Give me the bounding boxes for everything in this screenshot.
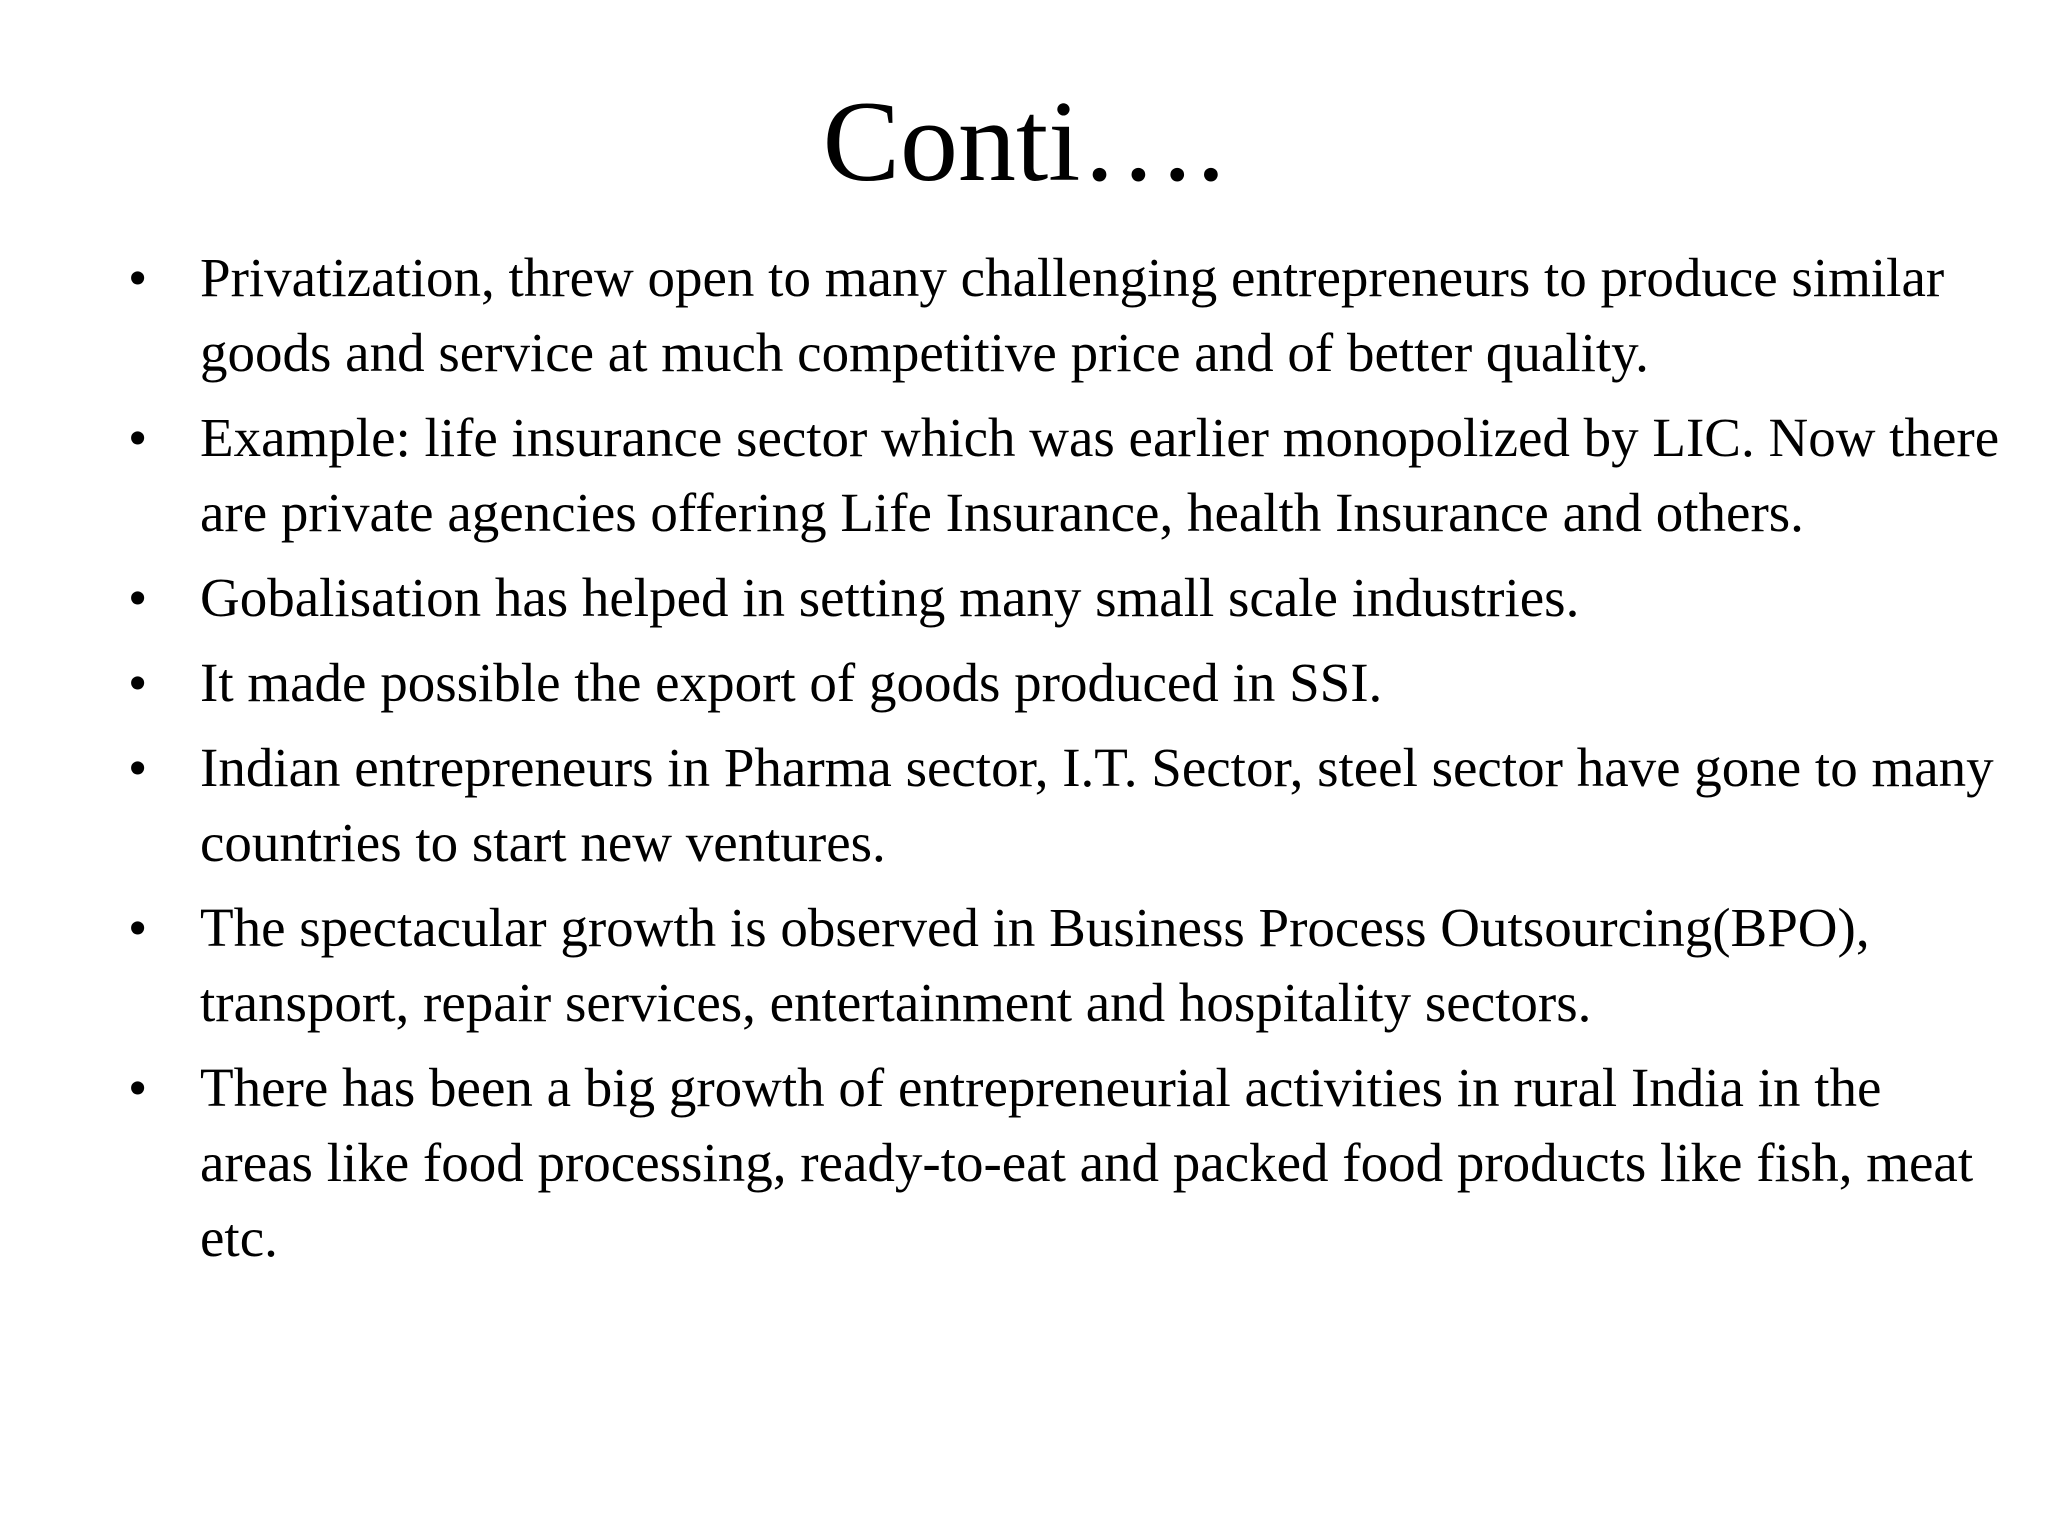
- bullet-item: [128, 890, 2008, 1040]
- bullet-text: Privatization, threw open to many challenging entrepreneurs to produce similar goods and service at much competitive price and of better quality.: [200, 247, 1945, 383]
- bullet-text: Gobalisation has helped in setting many small scale industries.: [200, 567, 1580, 628]
- bullet-text: Example: life insurance sector which was earlier monopolized by LIC. Now there are private agencies offering Life Insurance, health Insurance and others.: [200, 407, 2000, 543]
- bullet-item: [128, 240, 2008, 390]
- bullet-text: Indian entrepreneurs in Pharma sector, I.T. Sector, steel sector have gone to many countries to start new ventures.: [200, 737, 1994, 873]
- slide-title: Conti….: [822, 78, 1226, 206]
- bullet-text: It made possible the export of goods produced in SSI.: [200, 652, 1383, 713]
- bullet-item: [128, 400, 2008, 550]
- bullet-item: [128, 645, 2008, 720]
- bullet-list: [128, 240, 2008, 1285]
- bullet-icon: •: [128, 407, 148, 468]
- bullet-text: The spectacular growth is observed in Business Process Outsourcing(BPO), transport, repair services, entertainment and hospitality sectors.: [200, 897, 1870, 1033]
- bullet-item: [128, 730, 2008, 880]
- bullet-text: There has been a big growth of entrepreneurial activities in rural India in the areas like food processing, ready-to-eat and packed food products like fish, meat etc.: [200, 1057, 1974, 1268]
- bullet-item: [128, 560, 2008, 635]
- bullet-icon: •: [128, 567, 148, 628]
- bullet-icon: •: [128, 247, 148, 308]
- bullet-item: [128, 1050, 2008, 1275]
- bullet-icon: •: [128, 737, 148, 798]
- bullet-icon: •: [128, 1057, 148, 1118]
- bullet-icon: •: [128, 897, 148, 958]
- bullet-icon: •: [128, 652, 148, 713]
